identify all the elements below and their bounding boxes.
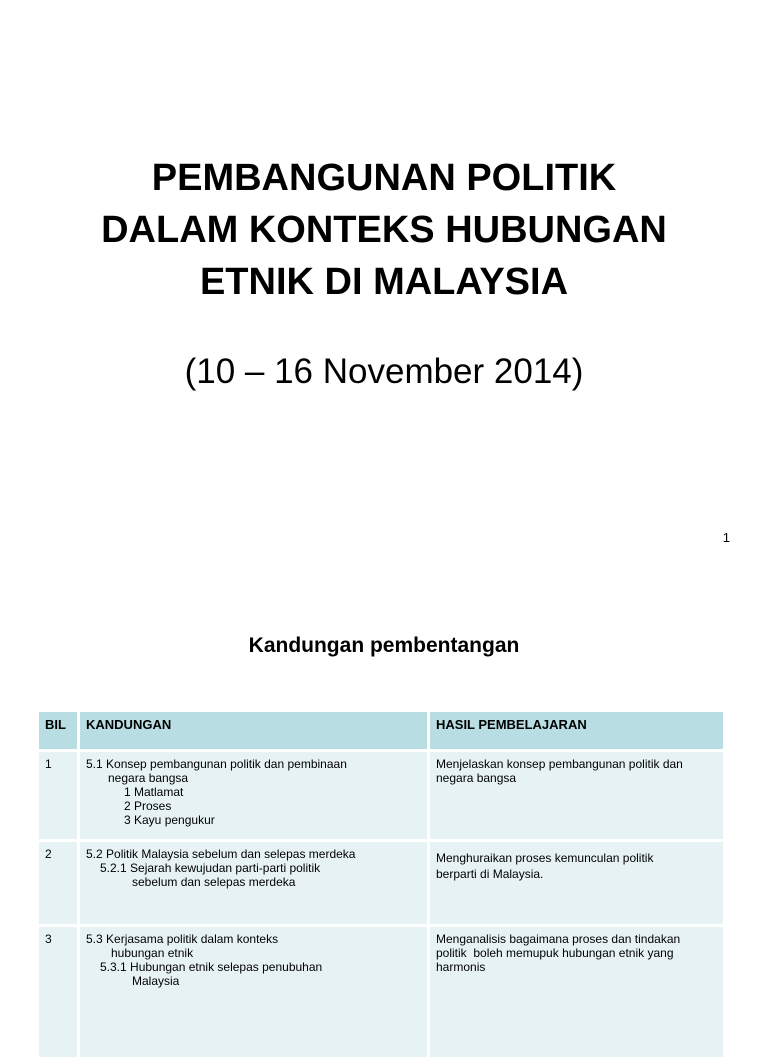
content-line: sebelum dan selepas merdeka	[132, 875, 296, 889]
cell-bil: 1	[39, 752, 77, 839]
cell-hasil	[430, 842, 723, 924]
table-header-row	[39, 712, 723, 749]
content-line: hubungan etnik	[111, 946, 194, 960]
content-line: 5.2.1 Sejarah kewujudan parti-parti politik	[100, 861, 321, 875]
slide-date-range: (10 – 16 November 2014)	[184, 352, 584, 391]
content-line: 5.3 Kerjasama politik dalam konteks	[86, 932, 279, 946]
outcome-line: harmonis	[436, 960, 486, 974]
content-line: 5.3.1 Hubungan etnik selepas penubuhan	[100, 960, 323, 974]
table-row	[39, 842, 723, 924]
header-kandungan: KANDUNGAN	[80, 712, 427, 749]
title-line: PEMBANGUNAN POLITIK	[151, 157, 617, 199]
cell-hasil	[430, 927, 723, 1057]
page-number: 1	[722, 530, 730, 545]
outcome-line: negara bangsa	[436, 771, 517, 785]
content-line: 3 Kayu pengukur	[124, 813, 215, 827]
contents-table	[36, 709, 726, 1060]
cell-kandungan	[80, 842, 427, 924]
outcome-line: Menjelaskan konsep pembangunan politik dan	[436, 757, 683, 771]
outcome-line: berparti di Malaysia.	[436, 867, 544, 881]
slide-title	[0, 152, 768, 308]
table-row	[39, 927, 723, 1057]
outcome-line: politik boleh memupuk hubungan etnik yang	[436, 946, 674, 960]
content-line: 5.1 Konsep pembangunan politik dan pembinaan	[86, 757, 347, 771]
content-line: Malaysia	[132, 974, 180, 988]
title-line: DALAM KONTEKS HUBUNGAN	[101, 209, 667, 251]
content-line: 5.2 Politik Malaysia sebelum dan selepas merdeka	[86, 847, 356, 861]
contents-title: Kandungan pembentangan	[248, 634, 520, 657]
content-line: 2 Proses	[124, 799, 172, 813]
content-line: 1 Matlamat	[124, 785, 184, 799]
header-hasil-pembelajaran: HASIL PEMBELAJARAN	[430, 712, 723, 749]
table-row	[39, 752, 723, 839]
cell-bil: 2	[39, 842, 77, 924]
header-bil: BIL	[39, 712, 77, 749]
cell-kandungan	[80, 927, 427, 1057]
title-line: ETNIK DI MALAYSIA	[199, 261, 569, 303]
cell-kandungan	[80, 752, 427, 839]
cell-bil: 3	[39, 927, 77, 1057]
cell-hasil	[430, 752, 723, 839]
content-line: negara bangsa	[108, 771, 189, 785]
outcome-line: Menganalisis bagaimana proses dan tindakan	[436, 932, 681, 946]
outcome-line: Menghuraikan proses kemunculan politik	[436, 851, 654, 865]
contents-slide	[0, 575, 768, 1024]
